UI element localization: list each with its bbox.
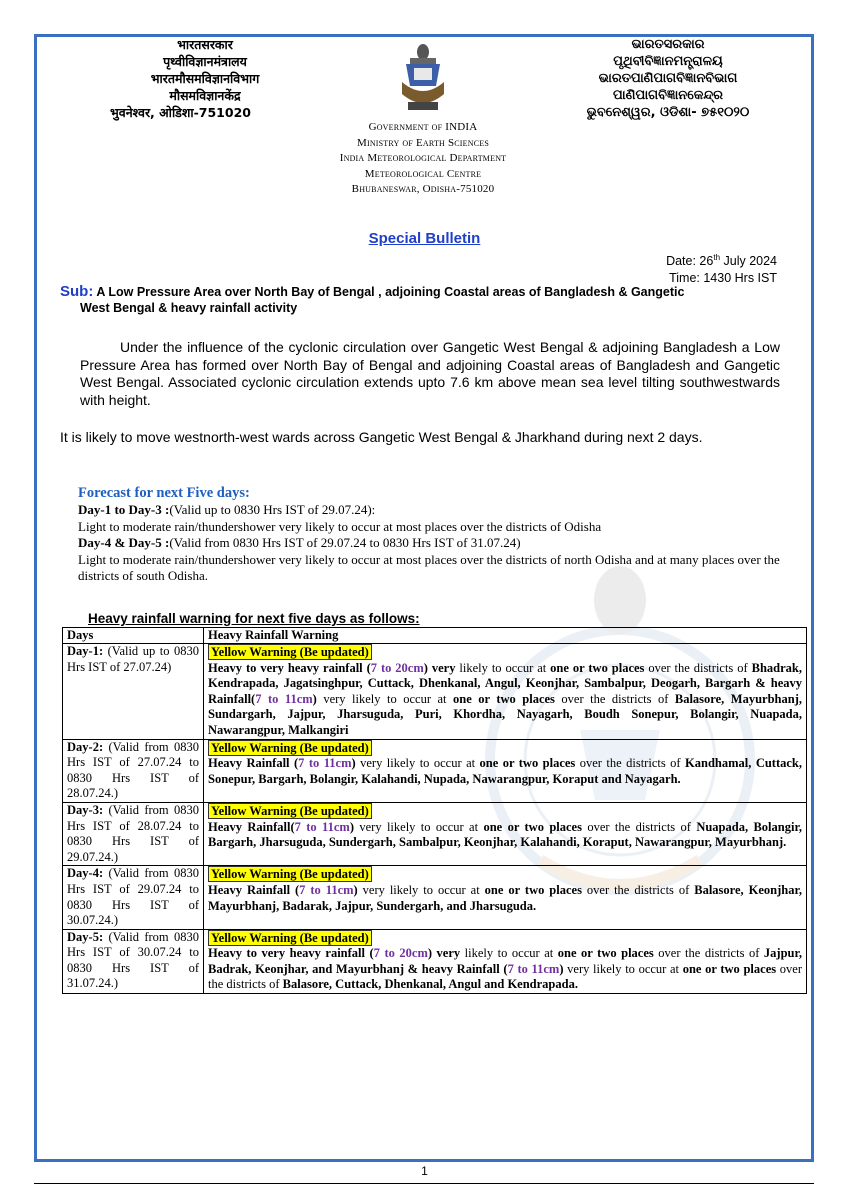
header-odia-line: ପାଣିପାଗବିଜ୍ଞାନକେନ୍ଦ୍ର — [612, 88, 724, 103]
warn-text: over the districts of — [653, 946, 764, 961]
header-odia-line: ଭାରତସରକାର — [631, 37, 705, 52]
warning-cell — [204, 929, 807, 993]
header-hindi-line: भुवनेश्वर, ओडिशा-751020 — [110, 105, 251, 120]
header-odia-line: ଭୁବନେଶ୍ୱର, ଓଡିଶା- ୭୫୧୦୨୦ — [586, 105, 750, 120]
warn-text: over the districts of — [575, 756, 686, 771]
forecast-day1-header — [78, 502, 783, 519]
date-suffix: July 2024 — [720, 254, 777, 269]
table-row — [63, 739, 807, 802]
rain-range: 7 to 11cm — [255, 691, 313, 706]
table-row — [63, 802, 807, 865]
warn-districts: Balasore, Keonjhar, Mayurbhanj, Badarak, Jajpur, Sundergarh, and Jharsuguda. — [208, 882, 802, 913]
warn-text: Heavy to very heavy rainfall ( — [208, 660, 371, 675]
day-cell — [63, 802, 204, 865]
warn-places: one or two places — [557, 946, 654, 961]
bulletin-title — [0, 230, 849, 247]
warning-cell — [204, 739, 807, 802]
subject — [60, 284, 790, 316]
warning-table-title: Heavy rainfall warning for next five days as follows: — [88, 611, 420, 626]
column-header-warning: Heavy Rainfall Warning — [204, 628, 807, 644]
header-hindi — [110, 36, 300, 121]
warn-text: over the districts of — [581, 882, 695, 897]
warn-text: over the districts of — [581, 819, 697, 834]
bulletin-date-time — [666, 249, 777, 287]
day-label: Day-1: — [67, 644, 104, 658]
warn-text: Heavy Rainfall ( — [208, 882, 300, 897]
warn-text: ) very — [423, 660, 456, 675]
header-odia — [568, 36, 768, 121]
header-hindi-line: पृथ्वीविज्ञानमंत्रालय — [163, 54, 247, 69]
warn-text: ) — [559, 961, 564, 976]
warn-districts: Balasore, Cuttack, Dhenkanal, Angul and Kendrapada. — [282, 977, 578, 992]
day-cell — [63, 866, 204, 929]
warn-text: very likely to occur at — [355, 756, 480, 771]
header-english — [318, 120, 528, 198]
warn-text: very likely to occur at — [563, 961, 683, 976]
forecast-day4-label: Day-4 & Day-5 : — [78, 535, 170, 550]
warn-districts: Balasore, Mayurbhanj, Sundargarh, Jajpur, Jharsuguda, Puri, Khordha, Nayagarh, Boudh Sonepur, Bolangir, Nuapada, Nawarangpur, Malkangiri — [208, 691, 802, 737]
bulletin-time: Time: 1430 Hrs IST — [669, 271, 777, 286]
rain-range: 7 to 11cm — [299, 882, 354, 897]
warn-districts: Jajpur, Badrak, Keonjhar, and Mayurbhanj & heavy Rainfall ( — [208, 946, 802, 976]
forecast-day1-validity: (Valid up to 0830 Hrs IST of 29.07.24): — [169, 502, 376, 517]
forecast-day4-text: Light to moderate rain/thundershower very likely to occur at most places over the districts of north Odisha and at many places over the districts of south Odisha. — [78, 551, 780, 583]
header-odia-line: ପୃଥିବୀବିଜ୍ଞାନମନ୍ତ୍ରାଳୟ — [613, 54, 723, 69]
warning-table — [62, 627, 807, 994]
column-header-days: Days — [63, 628, 204, 644]
forecast-section — [78, 484, 783, 585]
day-validity: (Valid from 0830 Hrs IST of 29.07.24 to 0830 Hrs IST of 30.07.24.) — [67, 866, 199, 928]
warn-text: very likely to occur at — [357, 882, 485, 897]
forecast-day4-validity: (Valid from 0830 Hrs IST of 29.07.24 to 0830 Hrs IST of 31.07.24) — [169, 535, 521, 550]
warn-text: ) — [312, 691, 317, 706]
warning-cell — [204, 802, 807, 865]
warn-places: one or two places — [484, 882, 582, 897]
day-label: Day-4: — [67, 866, 104, 881]
subject-line-1: A Low Pressure Area over North Bay of Bengal , adjoining Coastal areas of Bangladesh & Gangetic — [93, 285, 685, 299]
day-validity: (Valid from 0830 Hrs IST of 28.07.24 to 0830 Hrs IST of 29.07.24.) — [67, 802, 199, 864]
rain-range: 7 to 20cm — [370, 660, 424, 675]
warn-text: over the districts of — [554, 691, 675, 706]
synoptic-paragraph: Under the influence of the cyclonic circulation over Gangetic West Bengal & adjoining Bangladesh a Low Pressure Area has formed over North Bay of Bengal and adjoining Coastal areas of Bangladesh and Gangetic West Bengal. Associated cyclonic circulation extends upto 7.6 km above mean sea level tilting southwestwards with height. — [80, 339, 780, 408]
header-english-line: Government of INDIA — [368, 121, 478, 133]
warn-places: one or two places — [550, 660, 645, 675]
national-emblem-icon — [396, 38, 450, 118]
warn-text: Heavy Rainfall ( — [208, 756, 299, 771]
warning-cell — [204, 866, 807, 929]
yellow-warning-badge: Yellow Warning (Be updated) — [208, 930, 372, 946]
day-validity: (Valid from 0830 Hrs IST of 30.07.24 to 0830 Hrs IST of 31.07.24.) — [67, 929, 199, 991]
warn-text: very likely to occur at — [353, 819, 484, 834]
movement-paragraph: It is likely to move westnorth-west wards across Gangetic West Bengal & Jharkhand during next 2 days. — [60, 429, 703, 445]
warn-districts: Kandhamal, Cuttack, Sonepur, Bargarh, Bolangir, Kalahandi, Nupada, Nawarangpur, Koraput and Nayagarh. — [208, 756, 802, 786]
subject-label: Sub: — [60, 283, 94, 300]
header-english-line: India Meteorological Department — [339, 152, 507, 164]
warn-text: very likely to occur at — [316, 691, 454, 706]
table-row — [63, 644, 807, 740]
table-header-row — [63, 628, 807, 644]
day-label: Day-2: — [67, 739, 104, 754]
day-cell — [63, 929, 204, 993]
warn-text: ) very — [427, 946, 461, 961]
day-label: Day-3: — [67, 802, 104, 817]
day-label: Day-5: — [67, 929, 104, 944]
header-odia-line: ଭାରତପାଣିପାଗବିଜ୍ଞାନବିଭାଗ — [598, 71, 738, 86]
bulletin-date — [666, 249, 777, 270]
header-english-line: Bhubaneswar, Odisha-751020 — [351, 183, 495, 195]
yellow-warning-badge: Yellow Warning (Be updated) — [208, 866, 372, 882]
header-english-line: Ministry of Earth Sciences — [356, 136, 490, 149]
warn-text: over the districts of — [208, 961, 802, 992]
warning-cell — [204, 644, 807, 740]
warn-text: likely to occur at — [455, 660, 551, 675]
header-hindi-line: भारतसरकार — [177, 37, 233, 52]
date-prefix: Date: 26 — [666, 254, 714, 269]
yellow-warning-badge: Yellow Warning (Be updated) — [208, 803, 372, 819]
forecast-day4-header — [78, 535, 783, 552]
rain-range: 7 to 11cm — [294, 819, 350, 834]
bulletin-title-text: Special Bulletin — [368, 230, 481, 247]
day-validity: (Valid up to 0830 Hrs IST of 27.07.24) — [67, 644, 199, 674]
footer-rule — [34, 1183, 814, 1184]
warn-text: ) — [353, 882, 358, 897]
warn-text: Heavy Rainfall( — [208, 819, 295, 834]
warn-places: one or two places — [479, 756, 576, 771]
date-sup: th — [713, 253, 721, 262]
rain-range: 7 to 11cm — [298, 756, 352, 771]
rain-range: 7 to 20cm — [373, 946, 428, 961]
forecast-day1-text: Light to moderate rain/thundershower very likely to occur at most places over the districts of Odisha — [78, 518, 602, 534]
day-cell — [63, 644, 204, 740]
warn-places: one or two places — [483, 819, 582, 834]
subject-line-2: West Bengal & heavy rainfall activity — [80, 301, 298, 315]
forecast-heading: Forecast for next Five days: — [78, 485, 250, 501]
warn-districts: Nuapada, Bolangir, Bargarh, Jharsuguda, Sundergarh, Sambalpur, Keonjhar, Kalahandi, Koraput, Nawarangpur, Mayurbhanj. — [208, 819, 802, 850]
header-hindi-line: मौसमविज्ञानकेंद्र — [169, 88, 241, 103]
warn-text: ) — [349, 819, 354, 834]
table-row — [63, 866, 807, 929]
warn-districts: Bhadrak, Kendrapada, Jagatsinghpur, Cuttack, Dhenkanal, Angul, Keonjhar, Sambalpur, Deogarh, Bargarh & heavy Rainfall( — [208, 660, 802, 706]
header-english-line: Meteorological Centre — [364, 167, 482, 180]
day-validity: (Valid from 0830 Hrs IST of 27.07.24 to 0830 Hrs IST of 28.07.24.) — [67, 739, 199, 801]
forecast-day1-label: Day-1 to Day-3 : — [78, 502, 170, 517]
yellow-warning-badge: Yellow Warning (Be updated) — [208, 740, 372, 756]
page-number: 1 — [421, 1164, 428, 1178]
warn-text: Heavy to very heavy rainfall ( — [208, 946, 374, 961]
warn-text: over the districts of — [644, 660, 752, 675]
yellow-warning-badge: Yellow Warning (Be updated) — [208, 644, 372, 660]
warn-places: one or two places — [453, 691, 555, 706]
rain-range: 7 to 11cm — [507, 961, 560, 976]
warn-text: likely to occur at — [460, 946, 558, 961]
warn-places: one or two places — [682, 961, 777, 976]
table-row — [63, 929, 807, 993]
warn-text: ) — [351, 756, 356, 771]
header-hindi-line: भारतमौसमविज्ञानविभाग — [150, 71, 260, 86]
day-cell — [63, 739, 204, 802]
